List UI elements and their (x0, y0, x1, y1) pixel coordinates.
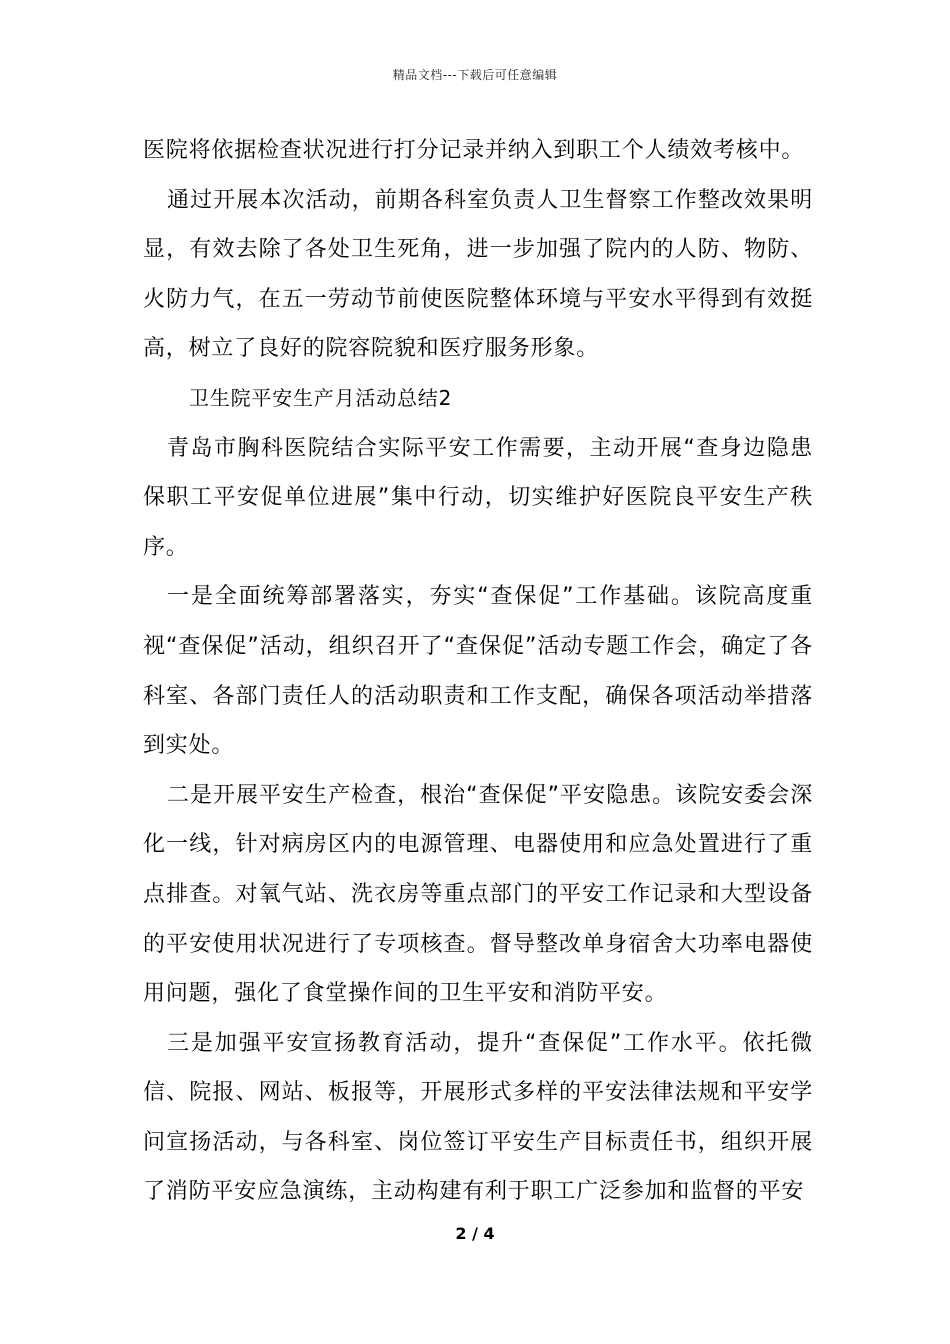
paragraph-point-two: 二是开展平安生产检查，根治“查保促”平安隐患。该院安委会深化一线，针对病房区内的电源管理、电器使用和应急处置进行了重点排查。对氧气站、洗衣房等重点部门的平安工作记录和大型设备的平安使用状况进行了专项核查。督导整改单身宿舍大功率电器使用问题，强化了食堂操作间的卫生平安和消防平安。 (143, 782, 813, 1007)
paragraph-activity-results: 通过开展本次活动，前期各科室负责人卫生督察工作整改效果明显，有效去除了各处卫生死角，进一步加强了院内的人防、物防、火防力气，在五一劳动节前使医院整体环境与平安水平得到有效挺高，树立了良好的院容院貌和医疗服务形象。 (143, 187, 813, 362)
section-title: 卫生院平安生产月活动总结2 (189, 385, 453, 410)
document-body (143, 126, 813, 1217)
paragraph-point-one: 一是全面统筹部署落实，夯实“查保促”工作基础。该院高度重视“查保促”活动，组织召开了“查保促”活动专题工作会，确定了各科室、各部门责任人的活动职责和工作支配，确保各项活动举措落到实处。 (143, 584, 813, 759)
paragraph-intro: 青岛市胸科医院结合实际平安工作需要，主动开展“查身边隐患保职工平安促单位进展”集中行动，切实维护好医院良平安生产秩序。 (143, 435, 813, 560)
paragraph-continuation: 医院将依据检查状况进行打分记录并纳入到职工个人绩效考核中。 (143, 138, 805, 163)
paragraph-point-three: 三是加强平安宣扬教育活动，提升“查保促”工作水平。依托微信、院报、网站、板报等，开展形式多样的平安法律法规和平安学问宣扬活动，与各科室、岗位签订平安生产目标责任书，组织开展了消防平安应急演练，主动构建有利于职工广泛参加和监督的平安 (143, 1030, 813, 1205)
page-number: 2 / 4 (455, 1224, 495, 1243)
document-header: 精品文档---下载后可任意编辑 (392, 68, 558, 82)
